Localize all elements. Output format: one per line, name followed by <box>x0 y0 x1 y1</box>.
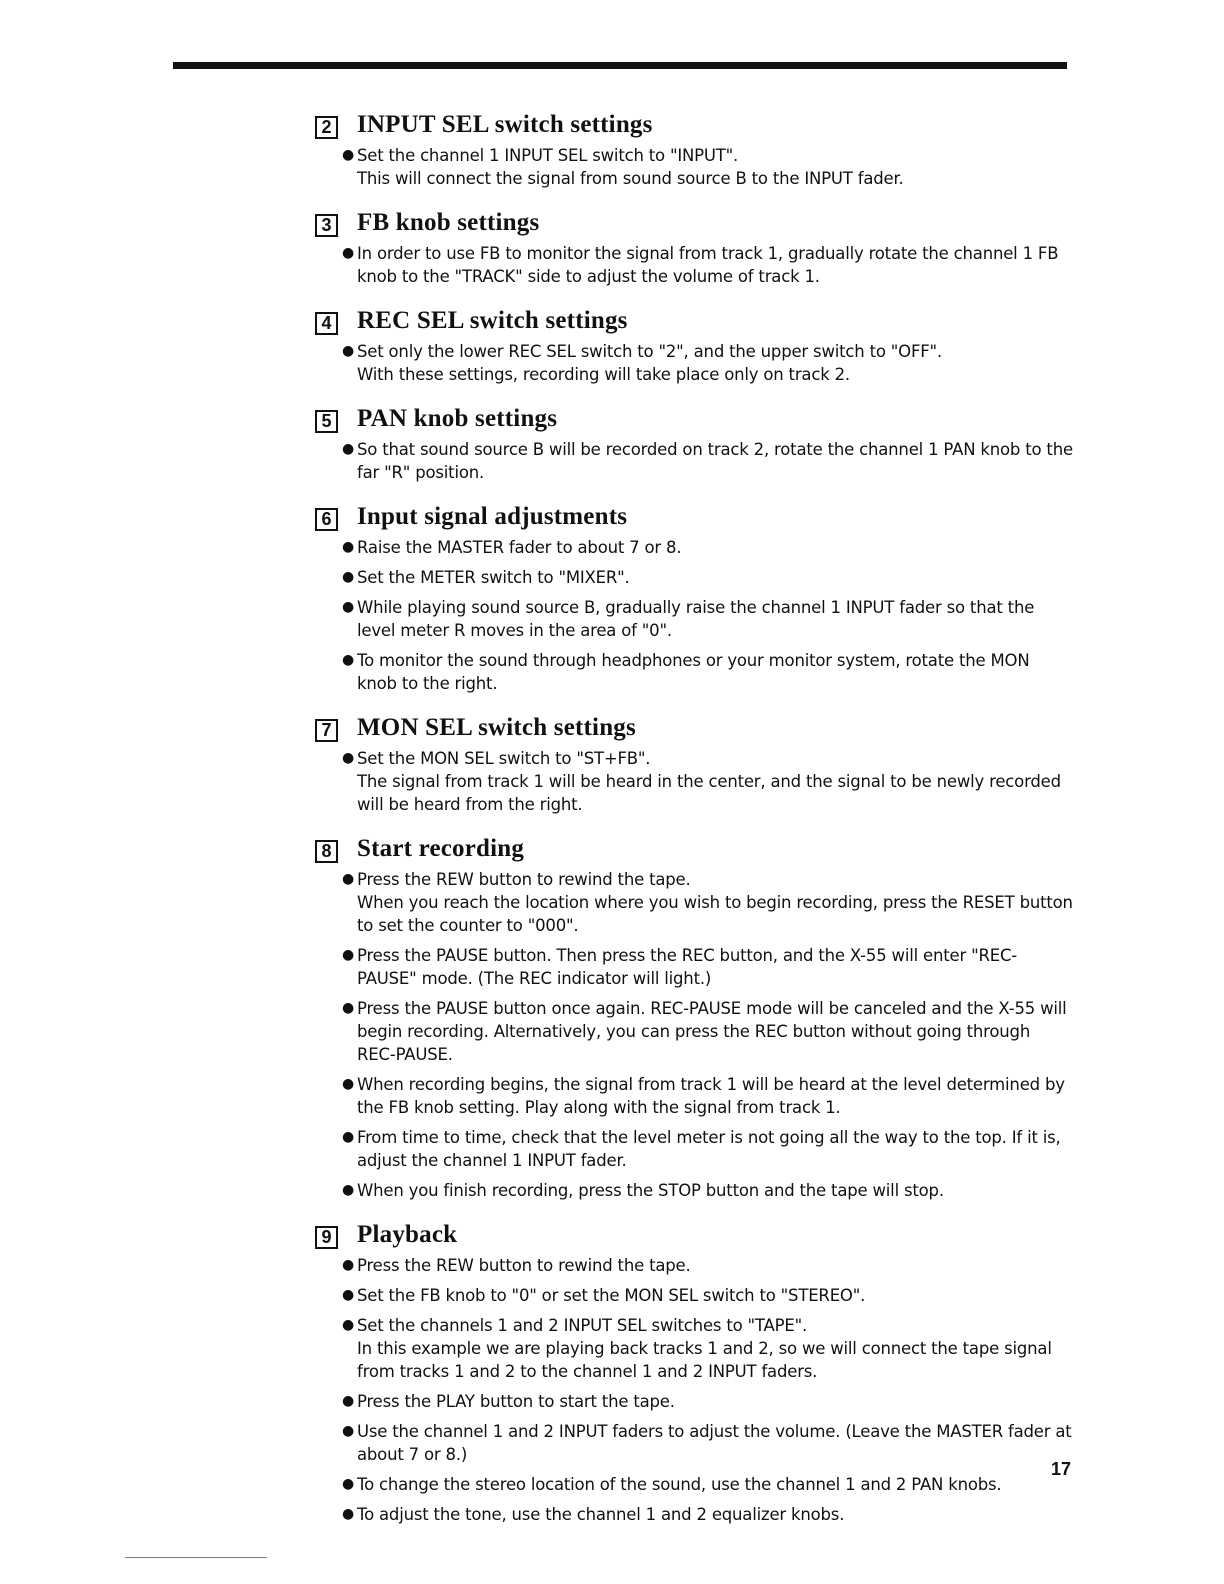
bullet-text: Press the PAUSE button. Then press the REC button, and the X-55 will enter "REC-PAUSE" mode. (The REC indicator will light.) <box>357 946 1018 988</box>
bullet-dot-icon: ● <box>342 750 355 766</box>
bullet-text: With these settings, recording will take place only on track 2. <box>357 365 850 384</box>
bullet-dot-icon: ● <box>342 1393 355 1409</box>
bullet-text: Set only the lower REC SEL switch to "2", and the upper switch to "OFF". <box>357 342 942 361</box>
bullet-text: To change the stereo location of the sound, use the channel 1 and 2 PAN knobs. <box>357 1475 1002 1494</box>
bullet-item <box>313 1073 1073 1119</box>
bullet-text: While playing sound source B, gradually raise the channel 1 INPUT fader so that the level meter R moves in the area of "0". <box>357 598 1035 640</box>
section-heading <box>313 832 1073 868</box>
bullet-item <box>313 997 1073 1066</box>
bullet-dot-icon: ● <box>342 1257 355 1273</box>
section-heading <box>313 402 1073 438</box>
bullet-dot-icon: ● <box>342 1129 355 1145</box>
bullet-dot-icon: ● <box>342 1076 355 1092</box>
bullet-text: This will connect the signal from sound source B to the INPUT fader. <box>357 169 904 188</box>
bullet-text: Press the REW button to rewind the tape. <box>357 870 691 889</box>
bullet-dot-icon: ● <box>342 245 355 261</box>
bullet-dot-icon: ● <box>342 1317 355 1333</box>
bullet-text: From time to time, check that the level meter is not going all the way to the top. If it is, adjust the channel 1 INPUT fader. <box>357 1128 1061 1170</box>
manual-content <box>313 108 1073 1542</box>
section-title: Playback <box>357 1221 458 1248</box>
bullet-text: So that sound source B will be recorded on track 2, rotate the channel 1 PAN knob to the far "R" position. <box>357 440 1073 482</box>
page-number: 17 <box>1051 1459 1072 1479</box>
bullet-text: Set the FB knob to "0" or set the MON SEL switch to "STEREO". <box>357 1286 866 1305</box>
section-heading <box>313 500 1073 536</box>
section-heading <box>313 108 1073 144</box>
bullet-text: When you finish recording, press the STOP button and the tape will stop. <box>357 1181 944 1200</box>
section-heading <box>313 206 1073 242</box>
section-step-8 <box>313 832 1073 1202</box>
step-number-box: 8 <box>315 840 338 863</box>
bullet-text: In order to use FB to monitor the signal from track 1, gradually rotate the channel 1 FB knob to the "TRACK" side to adjust the volume of track 1. <box>357 244 1059 286</box>
bullet-text: When recording begins, the signal from track 1 will be heard at the level determined by the FB knob setting. Play along with the signal from track 1. <box>357 1075 1065 1117</box>
bullet-item <box>313 649 1073 695</box>
bullet-dot-icon: ● <box>342 1506 355 1522</box>
section-title: INPUT SEL switch settings <box>357 111 653 138</box>
section-heading <box>313 1218 1073 1254</box>
bullet-text: Raise the MASTER fader to about 7 or 8. <box>357 538 682 557</box>
bullet-text: In this example we are playing back tracks 1 and 2, so we will connect the tape signal from tracks 1 and 2 to the channel 1 and 2 INPUT faders. <box>357 1339 1052 1381</box>
step-number-box: 4 <box>315 312 338 335</box>
bullet-dot-icon: ● <box>342 1423 355 1439</box>
bullet-text: Press the PLAY button to start the tape. <box>357 1392 675 1411</box>
bullet-text: To monitor the sound through headphones or your monitor system, rotate the MON knob to the right. <box>357 651 1030 693</box>
bullet-item <box>313 596 1073 642</box>
bullet-item <box>313 1390 1073 1413</box>
bullet-item <box>313 1179 1073 1202</box>
step-number-box: 7 <box>315 719 338 742</box>
bullet-item <box>313 144 1073 190</box>
section-step-2 <box>313 108 1073 190</box>
bullet-item <box>313 1284 1073 1307</box>
bullet-text: Set the MON SEL switch to "ST+FB". <box>357 749 651 768</box>
bullet-text: Set the channel 1 INPUT SEL switch to "INPUT". <box>357 146 739 165</box>
bullet-dot-icon: ● <box>342 599 355 615</box>
bullet-text: Use the channel 1 and 2 INPUT faders to adjust the volume. (Leave the MASTER fader at about 7 or 8.) <box>357 1422 1072 1464</box>
bullet-item <box>313 340 1073 386</box>
bullet-dot-icon: ● <box>342 871 355 887</box>
section-title: REC SEL switch settings <box>357 307 628 334</box>
bullet-text: Set the channels 1 and 2 INPUT SEL switches to "TAPE". <box>357 1316 808 1335</box>
bullet-item <box>313 1503 1073 1526</box>
bullet-dot-icon: ● <box>342 947 355 963</box>
section-step-4 <box>313 304 1073 386</box>
section-title: Start recording <box>357 835 525 862</box>
section-title: MON SEL switch settings <box>357 714 636 741</box>
bullet-dot-icon: ● <box>342 1287 355 1303</box>
bullet-text: To adjust the tone, use the channel 1 and 2 equalizer knobs. <box>357 1505 845 1524</box>
bullet-item <box>313 868 1073 937</box>
bullet-text: Press the PAUSE button once again. REC-PAUSE mode will be canceled and the X-55 will begin recording. Alternatively, you can press the REC button without going through REC-PAUSE. <box>357 999 1067 1064</box>
section-title: Input signal adjustments <box>357 503 628 530</box>
section-title: PAN knob settings <box>357 405 558 432</box>
bullet-item <box>313 242 1073 288</box>
step-number-box: 6 <box>315 508 338 531</box>
section-step-3 <box>313 206 1073 288</box>
bullet-dot-icon: ● <box>342 1182 355 1198</box>
bullet-text: Press the REW button to rewind the tape. <box>357 1256 691 1275</box>
bullet-dot-icon: ● <box>342 1000 355 1016</box>
bullet-item <box>313 1314 1073 1383</box>
bullet-text: The signal from track 1 will be heard in the center, and the signal to be newly recorded will be heard from the right. <box>357 772 1061 814</box>
section-heading <box>313 711 1073 747</box>
bullet-dot-icon: ● <box>342 1476 355 1492</box>
bullet-item <box>313 944 1073 990</box>
section-step-5 <box>313 402 1073 484</box>
top-rule <box>173 62 1067 69</box>
bullet-dot-icon: ● <box>342 343 355 359</box>
step-number-box: 3 <box>315 214 338 237</box>
bullet-item <box>313 566 1073 589</box>
bullet-text: Set the METER switch to "MIXER". <box>357 568 630 587</box>
section-step-6 <box>313 500 1073 695</box>
bullet-item <box>313 1126 1073 1172</box>
bullet-item <box>313 438 1073 484</box>
bullet-dot-icon: ● <box>342 652 355 668</box>
bullet-text: When you reach the location where you wish to begin recording, press the RESET button to set the counter to "000". <box>357 893 1073 935</box>
bullet-item <box>313 1254 1073 1277</box>
bullet-dot-icon: ● <box>342 539 355 555</box>
step-number-box: 9 <box>315 1226 338 1249</box>
bottom-rule <box>125 1557 267 1558</box>
bullet-dot-icon: ● <box>342 147 355 163</box>
bullet-dot-icon: ● <box>342 569 355 585</box>
step-number-box: 2 <box>315 116 338 139</box>
section-step-9 <box>313 1218 1073 1526</box>
section-heading <box>313 304 1073 340</box>
section-step-7 <box>313 711 1073 816</box>
bullet-item <box>313 747 1073 816</box>
section-title: FB knob settings <box>357 209 540 236</box>
bullet-dot-icon: ● <box>342 441 355 457</box>
bullet-item <box>313 1420 1073 1466</box>
bullet-item <box>313 536 1073 559</box>
bullet-item <box>313 1473 1073 1496</box>
step-number-box: 5 <box>315 410 338 433</box>
